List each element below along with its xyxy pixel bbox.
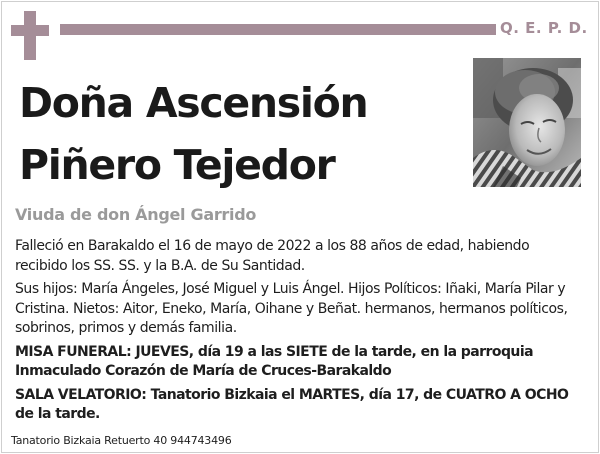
notice-body	[15, 237, 585, 429]
deceased-name-line-2: Piñero Tejedor	[19, 141, 335, 189]
death-paragraph: Falleció en Barakaldo el 16 de mayo de 2022 a los 88 años de edad, habiendo recibido los SS. SS. y la B.A. de Su Santidad.	[15, 238, 530, 274]
header-rule	[60, 24, 496, 35]
deceased-name-line-1: Doña Ascensión	[19, 79, 368, 127]
latin-cross-icon	[11, 11, 49, 60]
portrait-photo	[473, 58, 581, 187]
widow-subtitle: Viuda de don Ángel Garrido	[15, 205, 257, 224]
wake-room-paragraph: SALA VELATORIO: Tanatorio Bizkaia el MARTES, día 17, de CUATRO A OCHO de la tarde.	[15, 386, 569, 422]
funeral-home-contact: Tanatorio Bizkaia Retuerto 40 944743496	[11, 434, 232, 447]
family-paragraph: Sus hijos: María Ángeles, José Miguel y Luis Ángel. Hijos Políticos: Iñaki, María Pilar y Cristina. Nietos: Aitor, Eneko, María, Oihane y Beñat. hermanos, hermanos políticos, sobrinos, primos y demás familia.	[15, 281, 568, 336]
funeral-mass-paragraph: MISA FUNERAL: JUEVES, día 19 a las SIETE de la tarde, en la parroquia Inmaculado Corazón de María de Cruces-Barakaldo	[15, 343, 533, 379]
qepd-label: Q. E. P. D.	[500, 19, 588, 37]
